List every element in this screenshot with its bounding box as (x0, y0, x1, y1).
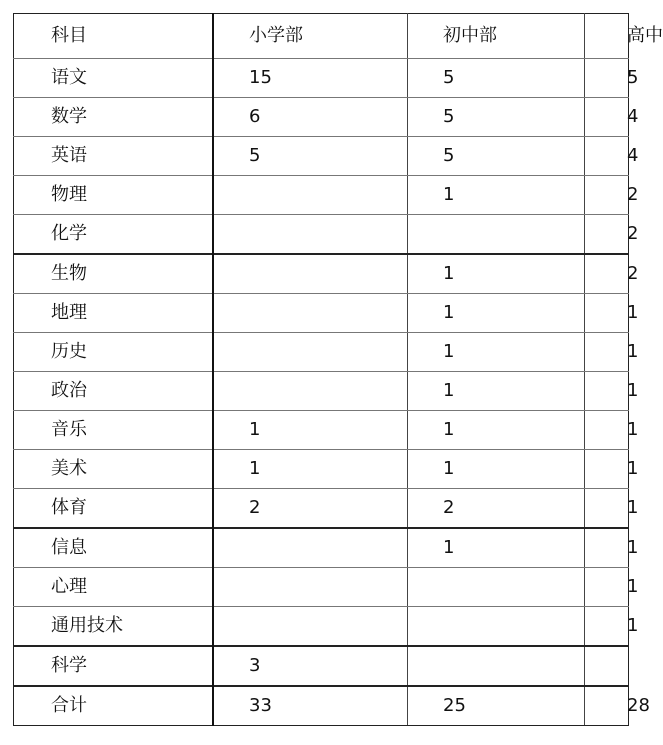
cell-primary (213, 607, 408, 647)
cell-primary: 3 (213, 646, 408, 686)
cell-junior (408, 568, 585, 607)
cell-primary: 33 (213, 686, 408, 726)
cell-primary: 2 (213, 489, 408, 529)
cell-primary (213, 528, 408, 568)
cell-subject: 英语 (14, 137, 214, 176)
cell-junior: 1 (408, 450, 585, 489)
cell-subject: 化学 (14, 215, 214, 255)
table-row (14, 528, 629, 568)
cell-subject: 地理 (14, 294, 214, 333)
cell-senior: 1 (585, 528, 629, 568)
cell-subject: 科学 (14, 646, 214, 686)
cell-senior: 1 (585, 607, 629, 647)
table-row (14, 372, 629, 411)
cell-junior (408, 646, 585, 686)
table-row (14, 646, 629, 686)
cell-junior: 1 (408, 411, 585, 450)
header-senior: 高中 (585, 14, 629, 59)
table-row (14, 254, 629, 294)
table-row (14, 294, 629, 333)
table-row (14, 176, 629, 215)
cell-senior: 1 (585, 333, 629, 372)
cell-primary: 6 (213, 98, 408, 137)
cell-senior: 2 (585, 215, 629, 255)
cell-subject: 语文 (14, 59, 214, 98)
cell-primary (213, 568, 408, 607)
cell-subject: 政治 (14, 372, 214, 411)
cell-subject: 信息 (14, 528, 214, 568)
cell-senior: 1 (585, 568, 629, 607)
cell-subject: 通用技术 (14, 607, 214, 647)
cell-subject: 生物 (14, 254, 214, 294)
table-row (14, 607, 629, 647)
cell-senior: 1 (585, 450, 629, 489)
cell-primary (213, 294, 408, 333)
cell-primary (213, 176, 408, 215)
cell-subject: 体育 (14, 489, 214, 529)
subject-staff-table (13, 13, 663, 726)
cell-senior: 4 (585, 98, 629, 137)
cell-junior: 25 (408, 686, 585, 726)
cell-primary: 15 (213, 59, 408, 98)
cell-junior: 1 (408, 176, 585, 215)
table-row (14, 59, 629, 98)
cell-junior: 1 (408, 528, 585, 568)
cell-senior: 28 (585, 686, 629, 726)
cell-subject: 历史 (14, 333, 214, 372)
table-header-row (14, 14, 629, 59)
cell-junior: 2 (408, 489, 585, 529)
cell-primary: 1 (213, 411, 408, 450)
table-total-row (14, 686, 629, 726)
cell-junior: 1 (408, 372, 585, 411)
table-row (14, 568, 629, 607)
cell-junior: 5 (408, 59, 585, 98)
table-row (14, 137, 629, 176)
cell-subject: 物理 (14, 176, 214, 215)
cell-junior (408, 607, 585, 647)
cell-junior: 5 (408, 98, 585, 137)
cell-senior: 1 (585, 489, 629, 529)
cell-subject: 美术 (14, 450, 214, 489)
cell-senior: 1 (585, 372, 629, 411)
cell-junior: 1 (408, 333, 585, 372)
cell-primary (213, 254, 408, 294)
cell-senior: 2 (585, 176, 629, 215)
cell-subject: 音乐 (14, 411, 214, 450)
cell-senior: 1 (585, 411, 629, 450)
header-junior: 初中部 (408, 14, 585, 59)
cell-senior (585, 646, 629, 686)
cell-senior: 5 (585, 59, 629, 98)
table-row (14, 98, 629, 137)
cell-subject: 心理 (14, 568, 214, 607)
cell-junior (408, 215, 585, 255)
cell-primary: 5 (213, 137, 408, 176)
header-subject: 科目 (14, 14, 214, 59)
table-row (14, 450, 629, 489)
cell-senior: 1 (585, 294, 629, 333)
cell-primary (213, 372, 408, 411)
cell-primary (213, 333, 408, 372)
cell-junior: 1 (408, 254, 585, 294)
cell-senior: 4 (585, 137, 629, 176)
cell-junior: 5 (408, 137, 585, 176)
table-row (14, 215, 629, 255)
cell-primary: 1 (213, 450, 408, 489)
table-row (14, 333, 629, 372)
table-row (14, 411, 629, 450)
cell-subject: 数学 (14, 98, 214, 137)
cell-subject: 合计 (14, 686, 214, 726)
table-row (14, 489, 629, 529)
header-primary: 小学部 (213, 14, 408, 59)
cell-primary (213, 215, 408, 255)
cell-senior: 2 (585, 254, 629, 294)
cell-junior: 1 (408, 294, 585, 333)
